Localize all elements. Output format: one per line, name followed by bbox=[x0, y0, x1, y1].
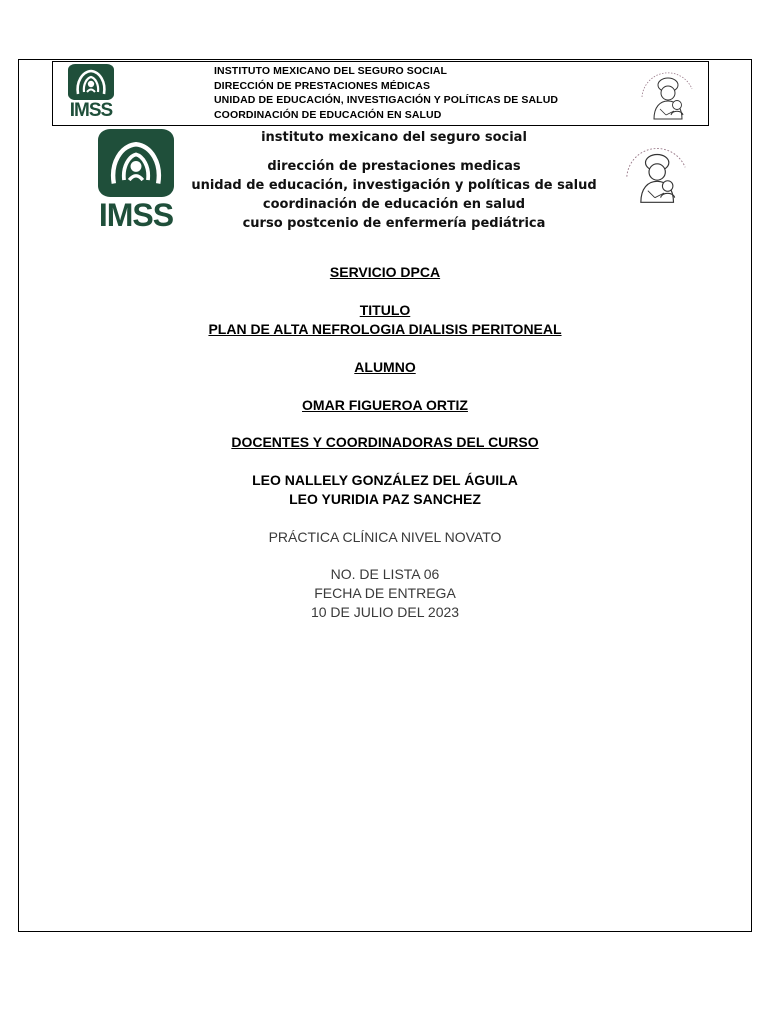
header-line: INSTITUTO MEXICANO DEL SEGURO SOCIAL bbox=[214, 65, 448, 77]
nursing-seal-icon-large bbox=[619, 137, 693, 207]
student-label: ALUMNO bbox=[354, 359, 416, 375]
service-label: SERVICIO DPCA bbox=[329, 264, 441, 280]
header-text bbox=[214, 64, 634, 122]
imss-emblem-icon bbox=[68, 64, 114, 100]
delivery-label: FECHA DE ENTREGA bbox=[314, 585, 456, 601]
imss-wordmark: IMSS bbox=[98, 197, 174, 233]
institution-block bbox=[150, 129, 638, 233]
institution-line: unidad de educación, investigación y políticas de salud bbox=[191, 178, 597, 193]
teacher-name: LEO NALLELY GONZÁLEZ DEL ÁGUILA bbox=[252, 472, 518, 488]
title-label: TITULO bbox=[359, 302, 411, 318]
delivery-date: 10 DE JULIO DEL 2023 bbox=[310, 604, 460, 620]
imss-wordmark: IMSS bbox=[69, 100, 113, 121]
teacher-name: LEO YURIDIA PAZ SANCHEZ bbox=[289, 491, 481, 507]
institution-line: dirección de prestaciones medicas bbox=[267, 159, 521, 174]
header-line: UNIDAD DE EDUCACIÓN, INVESTIGACIÓN Y POLÍTICAS DE SALUD bbox=[214, 94, 559, 106]
header-line: DIRECCIÓN DE PRESTACIONES MÉDICAS bbox=[214, 79, 431, 92]
institution-line: coordinación de educación en salud bbox=[262, 197, 526, 212]
student-name: OMAR FIGUEROA ORTIZ bbox=[302, 397, 468, 413]
header-line: COORDINACIÓN DE EDUCACIÓN EN SALUD bbox=[214, 108, 442, 121]
imss-logo-small bbox=[68, 64, 114, 120]
list-number: NO. DE LISTA 06 bbox=[330, 566, 440, 582]
institution-line: curso postcenio de enfermería pediátrica bbox=[242, 216, 546, 231]
practice-level: PRÁCTICA CLÍNICA NIVEL NOVATO bbox=[268, 529, 502, 545]
teachers-label: DOCENTES Y COORDINADORAS DEL CURSO bbox=[231, 434, 539, 450]
document-title: PLAN DE ALTA NEFROLOGIA DIALISIS PERITONEAL bbox=[208, 321, 562, 337]
nursing-seal-icon-small bbox=[636, 63, 698, 123]
institution-title: instituto mexicano del seguro social bbox=[261, 130, 527, 145]
